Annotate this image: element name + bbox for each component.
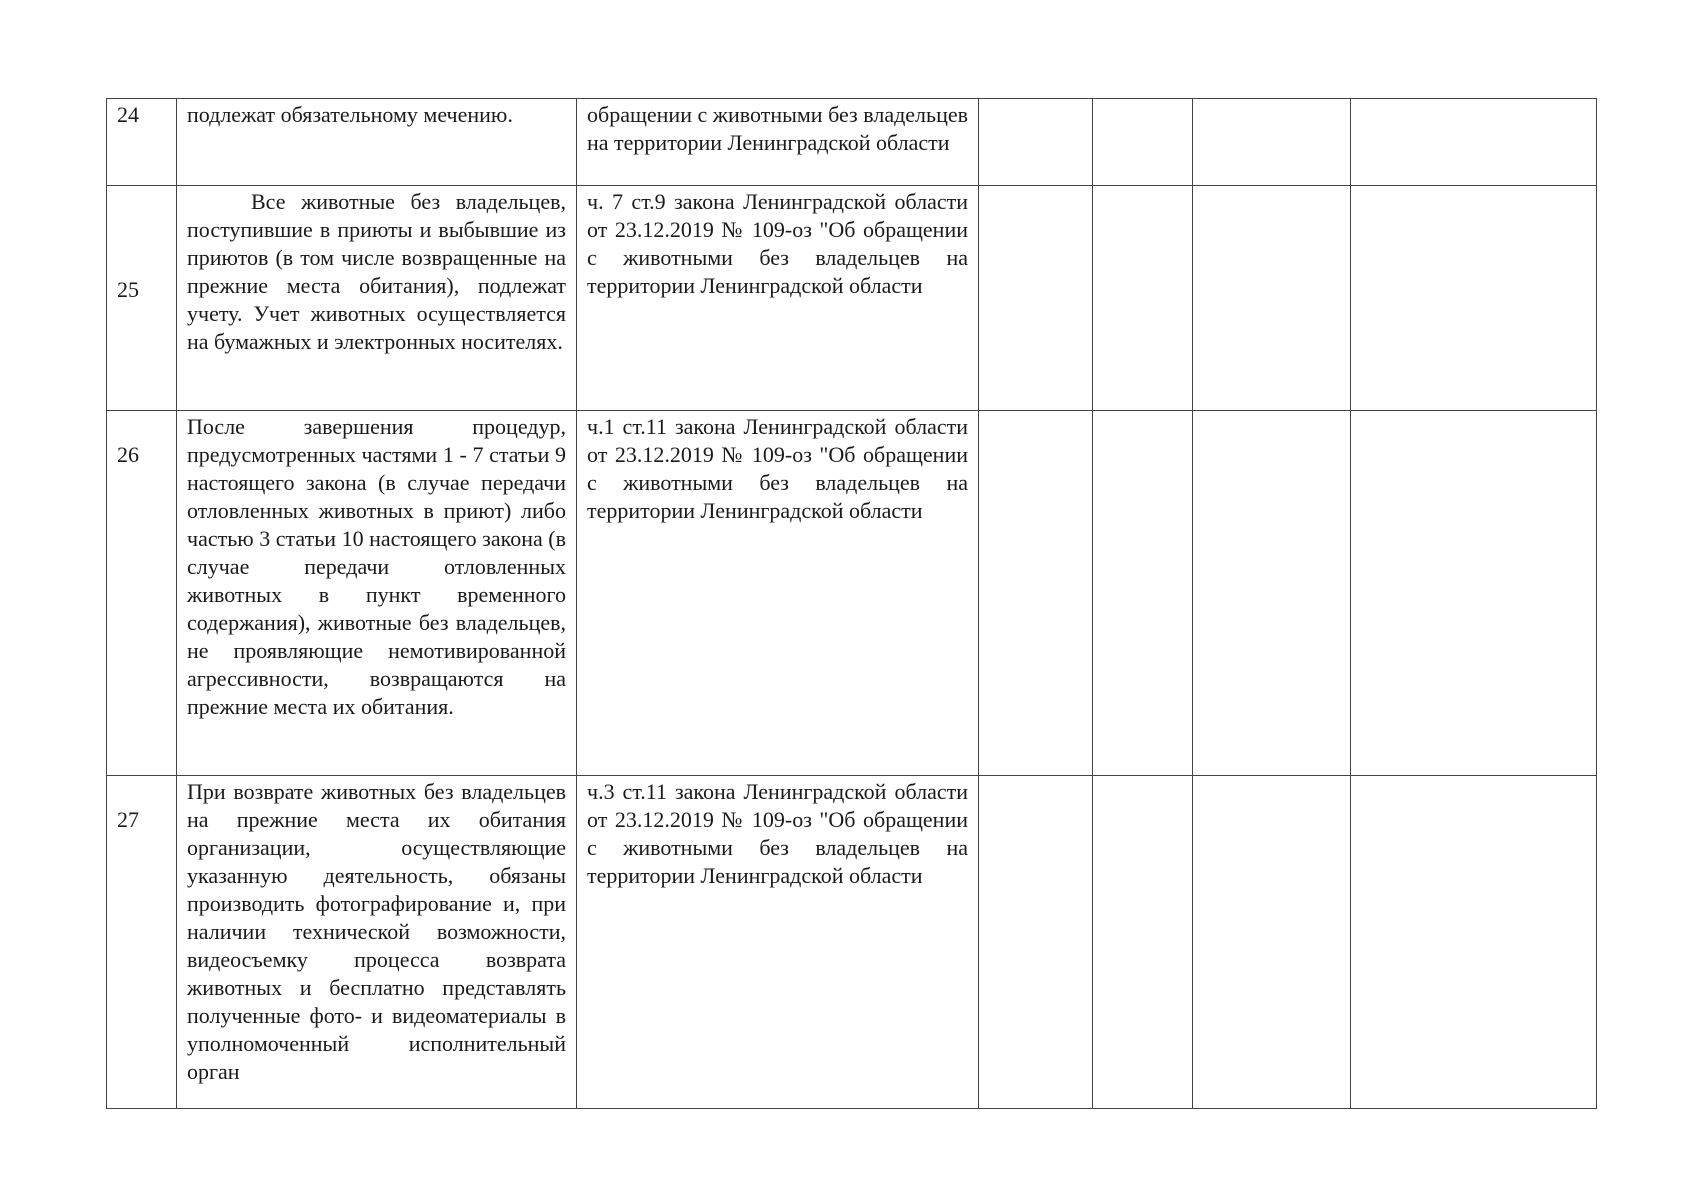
law-reference-cell: ч.1 ст.11 закона Ленинградской области от 23.12.2019 № 109-оз "Об обращении с животными без владельцев на территории Ленинградской области [577,411,979,776]
requirement-cell: подлежат обязательному мечению. [177,99,577,186]
requirement-cell: При возврате животных без владельцев на прежние места их обитания организации, осуществляющие указанную деятельность, обязаны производить фотографирование и, при наличии технической возможности, видеосъемку процесса возврата животных и бесплатно представлять полученные фото- и видеоматериалы в уполномоченный исполнительный орган [177,776,577,1109]
empty-cell [1193,776,1351,1109]
table-row [107,411,1597,776]
law-reference-cell: обращении с животными без владельцев на территории Ленинградской области [577,99,979,186]
empty-cell [979,411,1093,776]
law-reference-cell: ч. 7 ст.9 закона Ленинградской области от 23.12.2019 № 109-оз "Об обращении с животными без владельцев на территории Ленинградской области [577,186,979,411]
empty-cell [1093,776,1193,1109]
row-number: 25 [107,186,177,411]
empty-cell [1093,186,1193,411]
table-row [107,186,1597,411]
requirement-cell: После завершения процедур, предусмотренных частями 1 - 7 статьи 9 настоящего закона (в случае передачи отловленных животных в приют) либо частью 3 статьи 10 настоящего закона (в случае передачи отловленных животных в пункт временного содержания), животные без владельцев, не проявляющие немотивированной агрессивности, возвращаются на прежние места их обитания. [177,411,577,776]
empty-cell [979,776,1093,1109]
empty-cell [1193,411,1351,776]
empty-cell [1351,186,1597,411]
table-row [107,776,1597,1109]
empty-cell [1351,99,1597,186]
row-number: 27 [107,776,177,1109]
empty-cell [1093,99,1193,186]
empty-cell [1351,776,1597,1109]
checklist-table [106,98,1597,1109]
empty-cell [1093,411,1193,776]
empty-cell [1193,186,1351,411]
row-number: 26 [107,411,177,776]
row-number: 24 [107,99,177,186]
empty-cell [1193,99,1351,186]
law-reference-cell: ч.3 ст.11 закона Ленинградской области от 23.12.2019 № 109-оз "Об обращении с животными без владельцев на территории Ленинградской области [577,776,979,1109]
empty-cell [979,99,1093,186]
empty-cell [1351,411,1597,776]
table-row [107,99,1597,186]
empty-cell [979,186,1093,411]
requirement-cell: Все животные без владельцев, поступившие в приюты и выбывшие из приютов (в том числе возвращенные на прежние места обитания), подлежат учету. Учет животных осуществляется на бумажных и электронных носителях. [177,186,577,411]
